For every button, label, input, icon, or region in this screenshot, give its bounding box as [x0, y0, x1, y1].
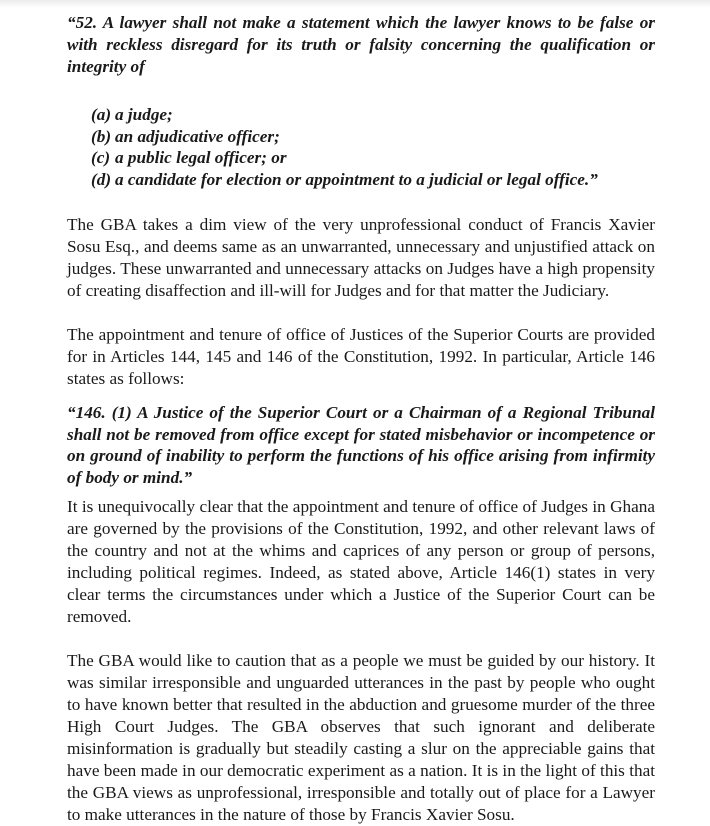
list-item: (d) a candidate for election or appointment to a judicial or legal office.” — [91, 169, 598, 189]
rule-52-quote: “52. A lawyer shall not make a statement which the lawyer knows to be false or with reckless disregard for its truth or falsity concerning the qualification or integrity of — [67, 13, 655, 76]
list-item: (c) a public legal officer; or — [91, 148, 287, 167]
paragraph-unequivocally-clear: It is unequivocally clear that the appointment and tenure of office of Judges in Ghana are governed by the provisions of the Constitution, 1992, and other relevant laws of the country and not at the whims and caprices of any person or group of persons, including political regimes. Indeed, as stated above, Article 146(1) states in very clear terms the circumstances under which a Justice of the Superior Court can be removed. — [67, 497, 655, 626]
document-page — [67, 12, 655, 826]
page-top-edge — [0, 0, 710, 8]
paragraph-gba-view: The GBA takes a dim view of the very unprofessional conduct of Francis Xavier Sosu Esq., and deems same as an unwarranted, unnecessary and unjustified attack on judges. These unwarranted and unnecessary attacks on Judges have a high propensity of creating disaffection and ill-will for Judges and for that matter the Judiciary. — [67, 215, 655, 300]
rule-52-list — [91, 104, 655, 190]
paragraph-appointment-tenure: The appointment and tenure of office of Justices of the Superior Courts are provided for in Articles 144, 145 and 146 of the Constitution, 1992. In particular, Article 146 states as follows: — [67, 325, 655, 388]
list-item: (a) a judge; — [91, 105, 173, 124]
list-item: (b) an adjudicative officer; — [91, 126, 280, 146]
paragraph-caution-history: The GBA would like to caution that as a people we must be guided by our history. It was similar irresponsible and unguarded utterances in the past by people who ought to have known better that resulted in the abduction and gruesome murder of the three High Court Judges. The GBA observes that such ignorant and deliberate misinformation is gradually but steadily casting a slur on the appreciable gains that have been made in our democratic experiment as a nation. It is in the light of this that the GBA views as unprofessional, irresponsible and totally out of place for a Lawyer to make utterances in the nature of those by Francis Xavier Sosu. — [67, 651, 655, 824]
article-146-quote: “146. (1) A Justice of the Superior Court or a Chairman of a Regional Tribunal shall not be removed from office except for stated misbehavior or incompetence or on ground of inability to perform the functions of his office arising from infirmity of body or mind.” — [67, 403, 655, 487]
